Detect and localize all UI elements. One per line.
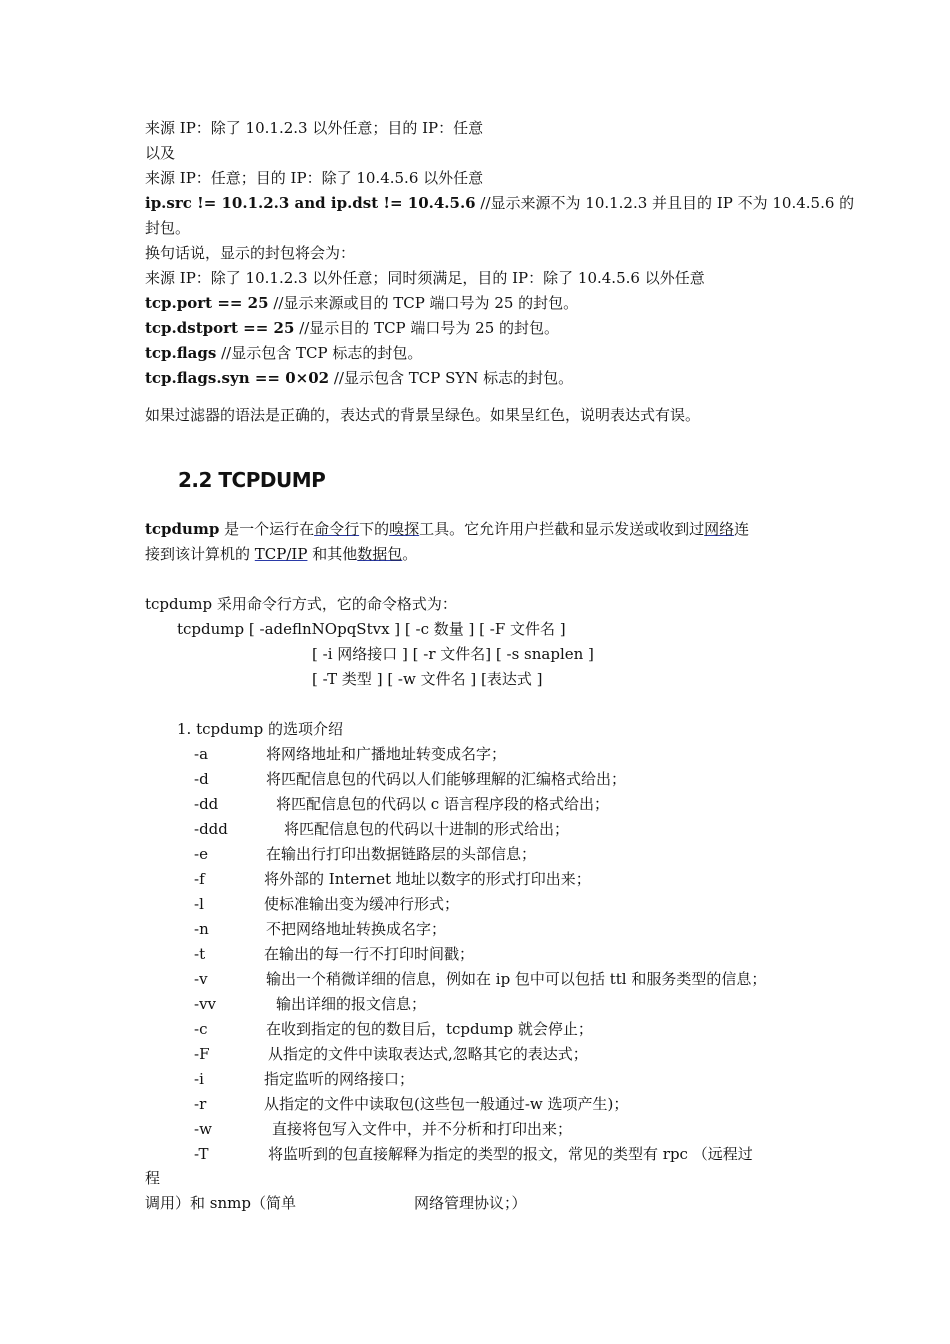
option-desc: 使标准输出变为缓冲行形式；: [264, 895, 460, 913]
option-desc: 将匹配信息包的代码以 c 语言程序段的格式给出；: [276, 795, 609, 813]
intro-text: 。: [402, 545, 418, 563]
options-title: 1. tcpdump 的选项介绍: [177, 720, 343, 738]
filter-line-10: [145, 343, 422, 363]
option-desc: 从指定的文件中读取表达式,忽略其它的表达式；: [268, 1045, 588, 1063]
filter-comment: //显示包含 TCP SYN 标志的封包。: [329, 369, 574, 387]
option-key: -T: [194, 1145, 209, 1163]
filter-code: tcp.flags: [145, 344, 217, 362]
filter-line-6: 换句话说，显示的封包将会为：: [145, 244, 356, 262]
section-heading: 2.2 TCPDUMP: [178, 468, 326, 492]
option-desc: 将监听到的包直接解释为指定的类型的报文，常见的类型有 rpc （远程过: [268, 1145, 753, 1163]
option-key: -dd: [194, 795, 219, 813]
option-key: -vv: [194, 995, 217, 1013]
filter-code: ip.src != 10.1.2.3 and ip.dst != 10.4.5.6: [145, 194, 476, 212]
option-key: -a: [194, 745, 209, 763]
option-key: -d: [194, 770, 209, 788]
option-desc: 将匹配信息包的代码以人们能够理解的汇编格式给出；: [266, 770, 627, 788]
filter-comment: //显示目的 TCP 端口号为 25 的封包。: [294, 319, 560, 337]
filter-comment: //显示来源不为 10.1.2.3 并且目的 IP 不为 10.4.5.6 的: [475, 194, 855, 212]
option-key: -ddd: [194, 820, 228, 838]
option-desc: 将网络地址和广播地址转变成名字；: [266, 745, 507, 763]
filter-comment: //显示来源或目的 TCP 端口号为 25 的封包。: [268, 294, 579, 312]
format-line-1: tcpdump [ -adeflnNOpqStvx ] [ -c 数量 ] [ -F 文件名 ]: [177, 620, 566, 638]
intro-line-1: [145, 519, 749, 539]
option-key: -r: [194, 1095, 207, 1113]
option-key: -f: [194, 870, 205, 888]
wrap-line-1: 程: [145, 1169, 161, 1187]
option-key: -i: [194, 1070, 204, 1088]
wrap-text: 调用）和 snmp（简单: [145, 1194, 296, 1212]
intro-text: 连: [734, 520, 750, 538]
option-key: -l: [194, 895, 204, 913]
filter-code: tcp.dstport == 25: [145, 319, 295, 337]
wrap-text: 网络管理协议；）: [413, 1194, 527, 1212]
filter-comment: //显示包含 TCP 标志的封包。: [216, 344, 423, 362]
format-line-2: [ -i 网络接口 ] [ -r 文件名] [ -s snaplen ]: [312, 645, 594, 663]
filter-line-5: 封包。: [145, 219, 191, 237]
option-key: -F: [194, 1045, 210, 1063]
option-desc: 输出详细的报文信息；: [276, 995, 427, 1013]
link-packet[interactable]: 数据包: [357, 545, 403, 563]
filter-line-7: 来源 IP：除了 10.1.2.3 以外任意；同时须满足，目的 IP：除了 10.4.5.6 以外任意: [145, 269, 705, 287]
filter-line-1: 来源 IP：除了 10.1.2.3 以外任意；目的 IP：任意: [145, 119, 484, 137]
link-command-line[interactable]: 命令行: [314, 520, 360, 538]
option-key: -n: [194, 920, 209, 938]
intro-text: 是一个运行在: [219, 520, 315, 538]
option-desc: 在输出的每一行不打印时间戳；: [264, 945, 475, 963]
option-desc: 将匹配信息包的代码以十进制的形式给出；: [284, 820, 570, 838]
option-key: -v: [194, 970, 208, 988]
link-network[interactable]: 网络: [704, 520, 735, 538]
intro-text: 工具。它允许用户拦截和显示发送或收到过: [419, 520, 705, 538]
filter-line-3: 来源 IP：任意；目的 IP：除了 10.4.5.6 以外任意: [145, 169, 484, 187]
option-desc: 直接将包写入文件中，并不分析和打印出来；: [272, 1120, 573, 1138]
filter-line-4: [145, 193, 854, 213]
filter-line-2: 以及: [145, 144, 176, 162]
intro-text: 下的: [359, 520, 390, 538]
option-key: -e: [194, 845, 208, 863]
intro-text: 接到该计算机的: [145, 545, 255, 563]
option-key: -t: [194, 945, 206, 963]
option-desc: 不把网络地址转换成名字；: [266, 920, 447, 938]
intro-term: tcpdump: [145, 520, 220, 538]
filter-line-8: [145, 293, 578, 313]
format-intro: tcpdump 采用命令行方式，它的命令格式为：: [145, 595, 457, 613]
link-tcpip[interactable]: TCP/IP: [254, 545, 308, 563]
option-desc: 指定监听的网络接口；: [264, 1070, 415, 1088]
filter-line-11: [145, 368, 573, 388]
intro-line-2: [145, 544, 417, 564]
option-desc: 在收到指定的包的数目后，tcpdump 就会停止；: [266, 1020, 593, 1038]
option-desc: 在输出行打印出数据链路层的头部信息；: [266, 845, 537, 863]
filter-code: tcp.flags.syn == 0×02: [145, 369, 330, 387]
option-desc: 将外部的 Internet 地址以数字的形式打印出来；: [264, 870, 591, 888]
link-sniff[interactable]: 嗅探: [389, 520, 420, 538]
filter-syntax-note: 如果过滤器的语法是正确的，表达式的背景呈绿色。如果呈红色，说明表达式有误。: [145, 406, 701, 424]
format-line-3: [ -T 类型 ] [ -w 文件名 ] [表达式 ]: [312, 670, 543, 688]
intro-text: 和其他: [307, 545, 358, 563]
filter-code: tcp.port == 25: [145, 294, 269, 312]
wrap-line-2: [145, 1193, 526, 1213]
option-key: -w: [194, 1120, 212, 1138]
option-desc: 输出一个稍微详细的信息，例如在 ip 包中可以包括 ttl 和服务类型的信息；: [266, 970, 767, 988]
option-key: -c: [194, 1020, 208, 1038]
filter-line-9: [145, 318, 559, 338]
option-desc: 从指定的文件中读取包(这些包一般通过-w 选项产生)；: [264, 1095, 629, 1113]
